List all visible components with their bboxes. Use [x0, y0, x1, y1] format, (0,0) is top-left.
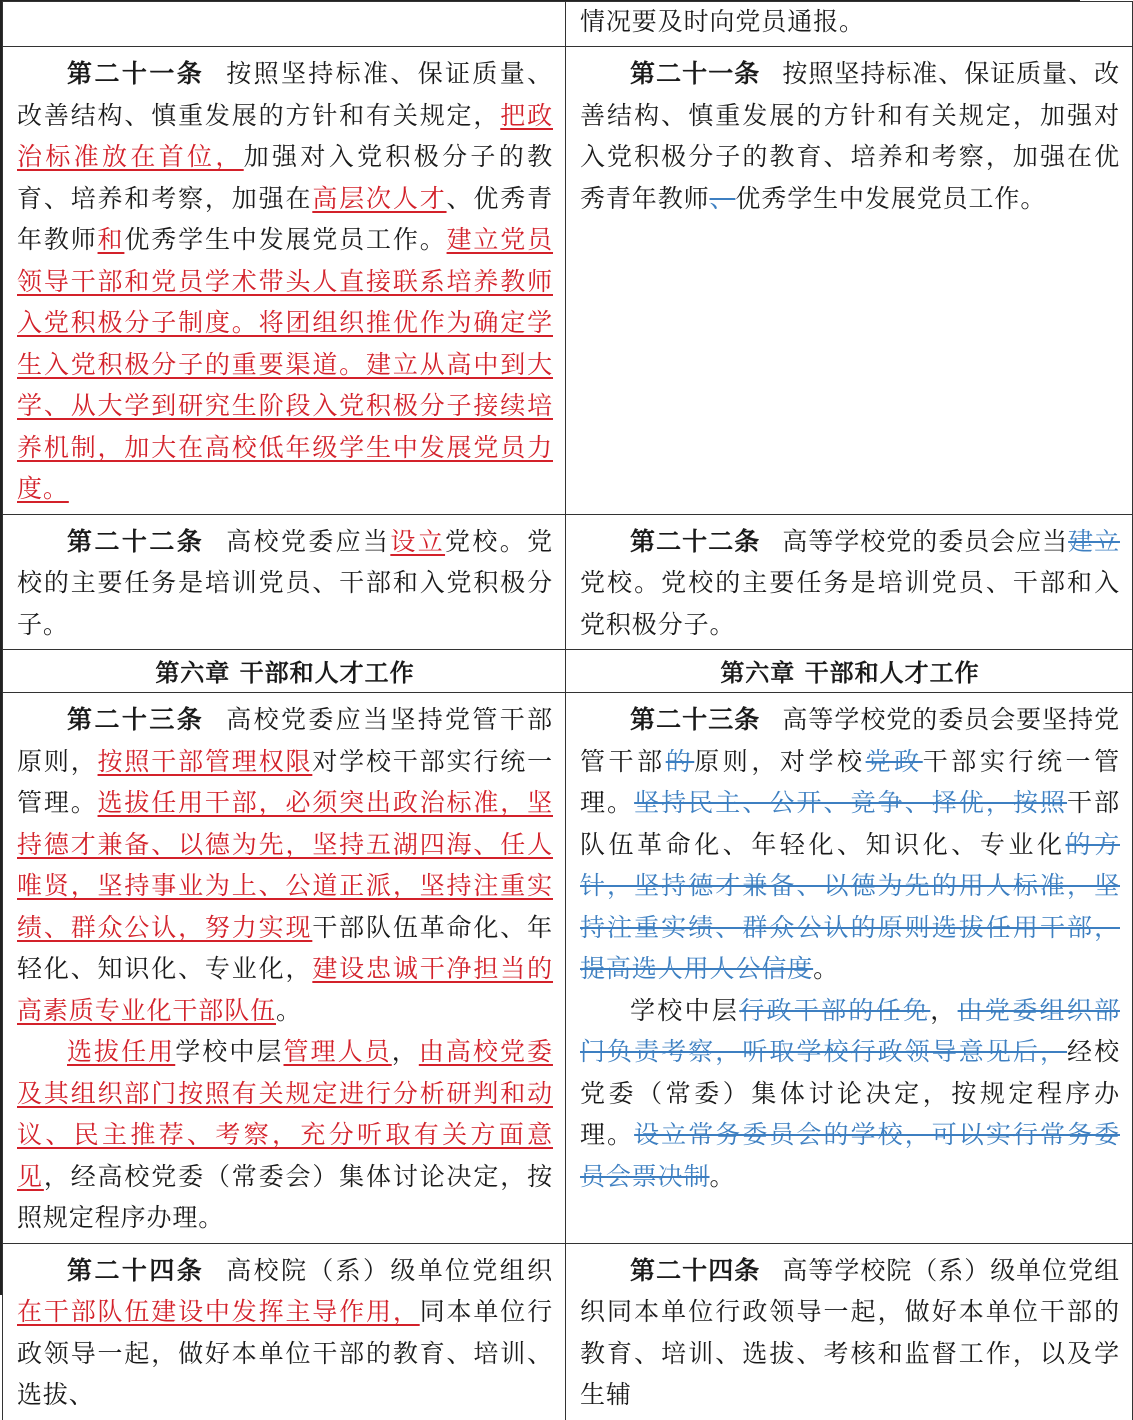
left-cell-article-24 [3, 1243, 566, 1420]
added-text: 高层次人才 [312, 183, 447, 213]
table-row [3, 2, 1133, 47]
text-run: 高等学校党的委员会应当 [782, 526, 1069, 556]
right-cell-article-21 [566, 47, 1133, 515]
text-run: 、优秀青年教师 [17, 183, 553, 254]
text-run: 高校党委应当坚持党管干部原则， [17, 705, 553, 776]
text-run: 高等学校院（系）级单位党组织同本单位行政领导一起，做好本单位干部的教育、培训、选拔、考核和监督工作，以及学生辅 [580, 1255, 1120, 1409]
paragraph: 情况要及时向党员通报。 [580, 7, 865, 36]
added-text: 把政治标准放在首位， [17, 100, 553, 171]
paragraph [580, 53, 1120, 219]
paragraph [580, 699, 1120, 990]
right-cell-article-22 [566, 514, 1133, 650]
right-cell-continuation [566, 2, 1133, 47]
deleted-text: 设立常务委员会的学校，可以实行常务委员会票决制 [580, 1120, 1120, 1191]
deleted-text: 的 [665, 746, 695, 776]
text-run: 干部队伍革命化、年轻化、知识化、专业化， [17, 912, 554, 983]
added-text: 选拔任用 [67, 1037, 176, 1066]
text-run: 干部实行统一管理。 [580, 746, 1120, 817]
table-row [3, 47, 1133, 515]
text-run: ，经高校党委（常委会）集体讨论决定，按照规定程序办理。 [17, 1161, 553, 1232]
article-number: 第二十二条 [67, 526, 205, 556]
article-number: 第二十一条 [67, 59, 205, 88]
right-cell-article-23 [566, 693, 1133, 1244]
chapter-heading-right: 第六章 干部和人才工作 [566, 650, 1133, 693]
text-run: ， [391, 1037, 419, 1066]
added-text: 建立党员领导干部和党员学术带头人直接联系培养教师入党积极分子制度。将团组织推优作为确定学生入党积极分子的重要渠道。建立从高中到大学、从大学到研究生阶段入党积极分子接续培养机制，加大在高校低年级学生中发展党员力度。 [17, 225, 554, 503]
text-run: 。 [813, 954, 840, 983]
text-run: 党校。党校的主要任务是培训党员、干部和入党积极分子。 [580, 568, 1120, 639]
text-run: 经校党委（常委）集体讨论决定，按规定程序办理。 [580, 1037, 1120, 1149]
added-text: 在干部队伍建设中发挥主导作用， [17, 1297, 420, 1326]
comparison-table [2, 1, 1133, 1420]
left-cell-article-21 [3, 47, 566, 515]
text-run: 优秀学生中发展党员工作。 [124, 225, 447, 254]
paragraph [17, 521, 553, 646]
left-cell-article-23 [3, 693, 566, 1244]
deleted-text: 行政干部的任免 [739, 995, 931, 1025]
paragraph [580, 990, 1120, 1198]
right-cell-article-24 [566, 1243, 1133, 1420]
text-run: 。 [709, 1161, 736, 1191]
text-run: 加强对入党积极分子的教育、培养和考察，加强在 [17, 142, 554, 213]
text-run: 学校中层 [175, 1037, 284, 1066]
text-run: 对学校干部实行统一管理。 [17, 746, 554, 817]
text-run: ， [930, 995, 958, 1025]
text-run: 党校。党校的主要任务是培训党员、干部和入党积极分子。 [17, 526, 553, 639]
table-row [3, 693, 1133, 1244]
paragraph [580, 521, 1120, 646]
text-run: 高校院（系）级单位党组织 [226, 1255, 553, 1285]
paragraph [580, 1250, 1120, 1416]
text-run: 原则，对学校 [694, 746, 866, 776]
text-run: 学校中层 [630, 995, 740, 1025]
deleted-text: 、 [709, 183, 736, 213]
paragraph [17, 53, 553, 510]
text-run: 干部队伍革命化、年轻化、知识化、专业化 [580, 788, 1120, 859]
text-run: 。 [276, 995, 302, 1025]
deleted-text: 建立 [1068, 526, 1120, 556]
table-row [3, 514, 1133, 650]
added-text: 按照干部管理权限 [97, 746, 313, 776]
text-run: 高等学校党的委员会要坚持党管干部 [580, 705, 1120, 776]
paragraph [17, 699, 553, 1031]
deleted-text: 坚持民主、公开、竞争、择优，按照 [634, 788, 1068, 817]
article-number: 第二十二条 [630, 526, 761, 556]
article-number: 第二十四条 [67, 1255, 205, 1285]
added-text: 管理人员 [283, 1037, 392, 1066]
deleted-text: 由党委组织部门负责考察，听取学校行政领导意见后， [580, 995, 1120, 1066]
table-row [3, 650, 1133, 693]
article-number: 第二十三条 [630, 705, 761, 734]
left-cell-article-22 [3, 514, 566, 650]
added-text: 设立 [390, 526, 446, 556]
deleted-text: 的方针，坚持德才兼备、以德为先的用人标准，坚持注重实绩、群众公认的原则选拔任用干部，提高选人用人公信度 [580, 829, 1120, 983]
article-number: 第二十一条 [630, 59, 761, 88]
text-run: 优秀学生中发展党员工作。 [735, 183, 1047, 213]
text-run: 同本单位行政领导一起，做好本单位干部的教育、培训、选拔、 [17, 1297, 553, 1409]
article-number: 第二十四条 [630, 1255, 761, 1285]
text-run: 按照坚持标准、保证质量、改善结构、慎重发展的方针和有关规定，加强对入党积极分子的教育、培养和考察，加强在优秀青年教师 [580, 59, 1120, 213]
added-text: 建设忠诚干净担当的高素质专业化干部队伍 [17, 954, 554, 1025]
table-row [3, 1243, 1133, 1420]
paragraph [17, 1250, 553, 1416]
added-text: 和 [97, 225, 125, 254]
left-cell-continuation [3, 2, 566, 47]
added-text: 选拔任用干部，必须突出政治标准，坚持德才兼备、以德为先，坚持五湖四海、任人唯贤，坚持事业为上、公道正派，坚持注重实绩、群众公认，努力实现 [17, 788, 553, 942]
text-run: 按照坚持标准、保证质量、改善结构、慎重发展的方针和有关规定， [17, 59, 553, 130]
added-text: 由高校党委及其组织部门按照有关规定进行分析研判和动议、民主推荐、考察，充分听取有关方面意见 [17, 1037, 553, 1191]
paragraph [17, 1031, 553, 1239]
chapter-heading-left: 第六章 干部和人才工作 [3, 650, 566, 693]
deleted-text: 党政 [865, 746, 923, 776]
text-run: 高校党委应当 [226, 526, 391, 556]
article-number: 第二十三条 [67, 705, 205, 734]
